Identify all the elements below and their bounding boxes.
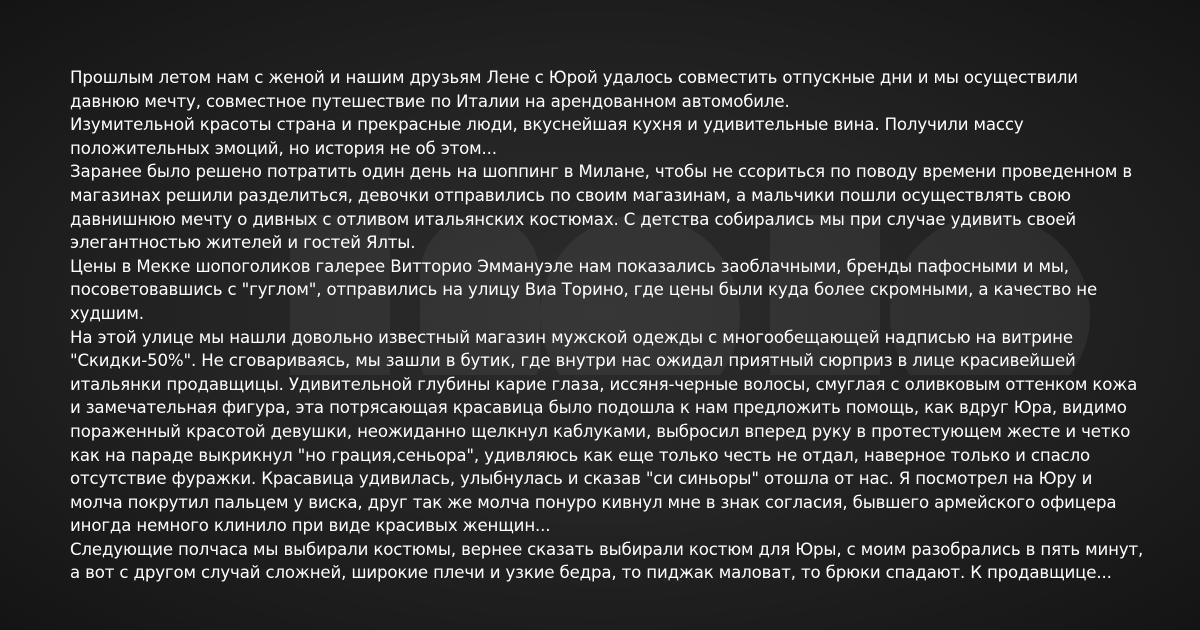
article-body	[70, 66, 1145, 585]
article-paragraph-3: Заранее было решено потратить один день на шоппинг в Милане, чтобы не ссориться по поводу времени проведенном в магазинах решили разделиться, девочки отправились по своим магазинам, а мальчики пошли осуществлять свою давнишнюю мечту о дивных с отливом итальянских костюмах. С детства собирались мы при случае удивить своей элегантностью жителей и гостей Ялты.	[70, 162, 1133, 253]
article-paragraph-6: Следующие полчаса мы выбирали костюмы, вернее сказать выбирали костюм для Юры, с моим разобрались в пять минут, а вот с другом случай сложней, широкие плечи и узкие бедра, то пиджак маловат, то брюки спадают. К продавщице...	[70, 539, 1144, 583]
article-paragraph-1: Прошлым летом нам с женой и нашим друзьям Лене с Юрой удалось совместить отпускные дни и мы осуществили давнюю мечту, совместное путешествие по Италии на арендованном автомобиле.	[70, 68, 1078, 111]
article-paragraph-5: На этой улице мы нашли довольно известный магазин мужской одежды с многообещающей надписью на витрине "Скидки-50%". Не сговариваясь, мы зашли в бутик, где внутри нас ожидал приятный сюрприз в лице красивейшей итальянки продавщицы. Удивительной глубины карие глаза, иссяня-черные волосы, смуглая с оливковым оттенком кожа и замечательная фигура, эта потрясающая красавица было подошла к нам предложить помощь, как вдруг Юра, видимо пораженный красотой девушки, неожиданно щелкнул каблуками, выбросил вперед руку в протестующем жесте и четко как на параде выкрикнул "но грация,сеньора", удивляюсь как еще только честь не отдал, наверное только и спасло отсутствие фуражки. Красавица удивилась, улыбнулась и сказав "си синьоры" отошла от нас. Я посмотрел на Юру и молча покрутил пальцем у виска, друг так же молча понуро кивнул мне в знак согласия, бывшего армейского офицера иногда немного клинило при виде красивых женщин...	[70, 327, 1138, 536]
article-paragraph-4: Цены в Мекке шопоголиков галерее Витторио Эммануэле нам показались заоблачными, бренды пафосными и мы, посоветовавшись с "гуглом", отправились на улицу Виа Торино, где цены были куда более скромными, а качество не худшим.	[70, 256, 1098, 323]
article-paragraph-2: Изумительной красоты страна и прекрасные люди, вкуснейшая кухня и удивительные вина. Получили массу положительных эмоций, но история не об этом...	[70, 115, 1024, 158]
